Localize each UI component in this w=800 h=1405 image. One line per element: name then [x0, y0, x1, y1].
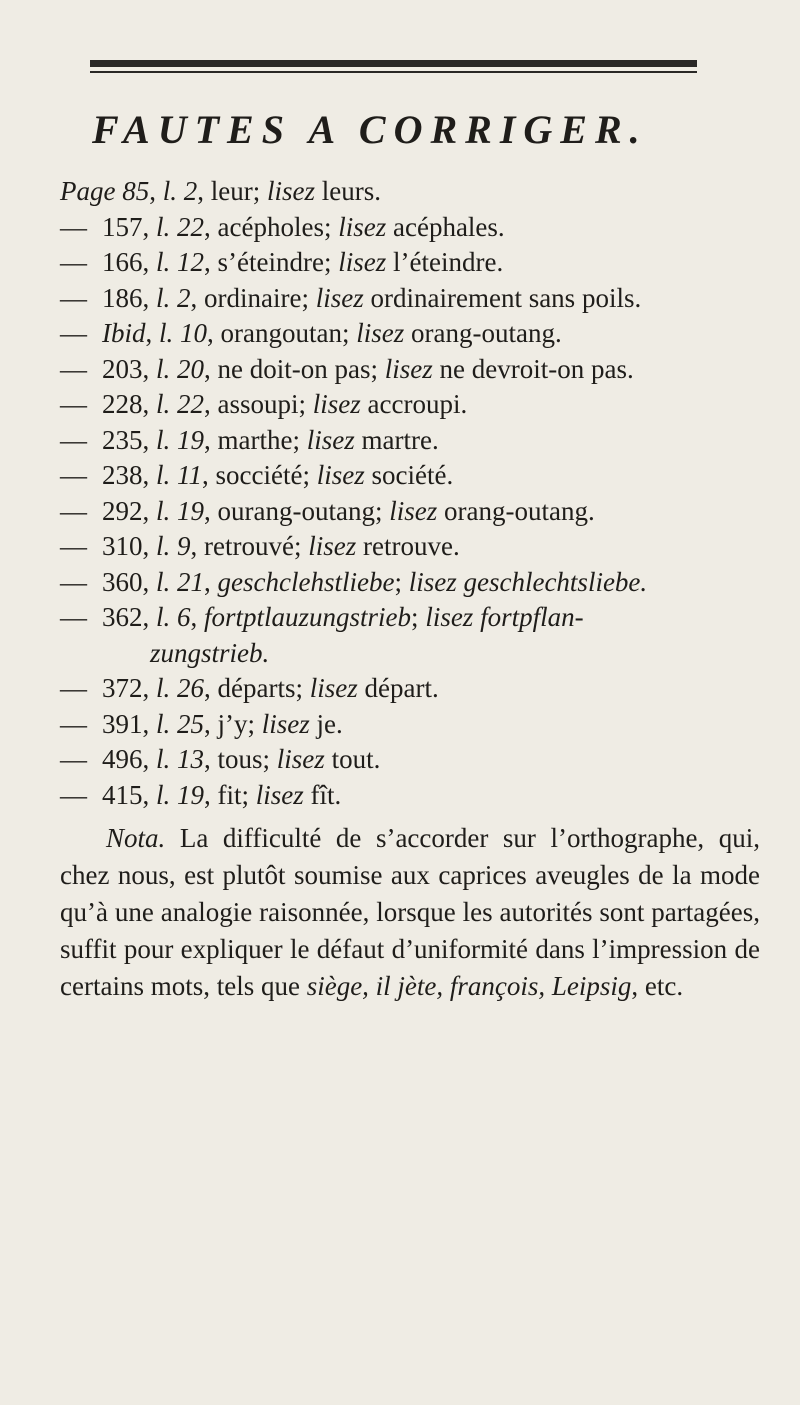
- entry-lisez: lisez: [276, 744, 325, 774]
- entry-lisez: lisez: [356, 318, 405, 348]
- entry-line: l. 2: [156, 282, 191, 313]
- errata-entry-continuation: [60, 636, 750, 672]
- errata-entry: — 235, l. 19, marthe; lisez martre.: [60, 423, 750, 459]
- entry-page: 292: [102, 495, 143, 526]
- entry-lisez: lisez: [408, 566, 457, 597]
- entry-correct: accroupi.: [367, 389, 468, 419]
- entry-line: l. 22: [156, 211, 205, 242]
- entry-dash: —: [60, 779, 87, 810]
- entry-correct: société.: [371, 460, 454, 490]
- entry-dash: —: [60, 531, 87, 561]
- entry-line: l. 19: [156, 424, 205, 455]
- entry-line: l. 26: [156, 673, 205, 703]
- entry-dash: —: [60, 424, 87, 455]
- entry-lisez: lisez: [267, 176, 316, 206]
- entry-page: 362: [102, 602, 143, 632]
- entry-wrong: tous: [217, 744, 263, 774]
- entry-page: 415: [102, 779, 143, 810]
- entry-correct: geschlechtsliebe.: [463, 566, 648, 597]
- entry-lisez: lisez: [261, 708, 310, 739]
- entry-wrong: j’y: [217, 708, 248, 739]
- entry-page: 166: [102, 247, 143, 277]
- entry-page: 203: [102, 353, 143, 384]
- entry-correct: leurs.: [321, 176, 381, 206]
- entry-lisez: lisez: [255, 779, 304, 810]
- entry-wrong: marthe: [217, 424, 293, 455]
- errata-entry: — 372, l. 26, départs; lisez départ.: [60, 671, 750, 707]
- errata-entry: — 166, l. 12, s’éteindre; lisez l’éteindre.: [60, 245, 750, 281]
- nota-text: La difficulté de s’accorder sur l’orthographe, qui, chez nous, est plutôt soumise aux caprices aveugles de la mode qu’à une analogie raisonnée, lorsque les autorités sont partagées, suffit pour expliquer le défaut d’uniformité dans l’impression de certains mots, tels que: [60, 823, 760, 1001]
- entry-page: 235: [102, 424, 143, 455]
- entry-dash: —: [60, 389, 87, 419]
- entry-wrong: fit: [217, 779, 242, 810]
- entry-dash: —: [60, 247, 87, 277]
- errata-list: [60, 174, 750, 813]
- entry-dash: —: [60, 602, 87, 632]
- nota-paragraph: [60, 820, 760, 1005]
- entry-page: Page 85: [60, 176, 150, 206]
- errata-entry: — 362, l. 6, fortptlauzungstrieb; lisez fortpflan-: [60, 600, 750, 636]
- entry-dash: —: [60, 318, 87, 348]
- entry-dash: —: [60, 211, 87, 242]
- entry-correct: départ.: [364, 673, 439, 703]
- entry-correct: orang-outang.: [411, 318, 562, 348]
- errata-entry: — 228, l. 22, assoupi; lisez accroupi.: [60, 387, 750, 423]
- entry-lisez: lisez: [384, 353, 433, 384]
- entry-correct: l’éteindre.: [393, 247, 504, 277]
- entry-lisez: lisez: [312, 389, 361, 419]
- top-rule-thin: [90, 71, 697, 73]
- entry-lisez: lisez: [338, 247, 387, 277]
- entry-dash: —: [60, 282, 87, 313]
- entry-correct: martre.: [361, 424, 439, 455]
- entry-line: l. 19: [156, 495, 205, 526]
- entry-wrong: assoupi: [217, 389, 299, 419]
- entry-page: 496: [102, 744, 143, 774]
- errata-entry: — 496, l. 13, tous; lisez tout.: [60, 742, 750, 778]
- nota-label: Nota.: [106, 823, 166, 853]
- entry-page: 228: [102, 389, 143, 419]
- entry-wrong: s’éteindre: [217, 247, 324, 277]
- entry-page: 391: [102, 708, 143, 739]
- entry-page: 157: [102, 211, 143, 242]
- errata-entry: — 238, l. 11, socciété; lisez société.: [60, 458, 750, 494]
- entry-lisez: lisez: [306, 424, 355, 455]
- entry-wrong: retrouvé: [204, 531, 294, 561]
- entry-line: l. 6: [156, 602, 191, 632]
- entry-dash: —: [60, 353, 87, 384]
- entry-dash: —: [60, 744, 87, 774]
- errata-entry: — 203, l. 20, ne doit-on pas; lisez ne devroit-on pas.: [60, 352, 750, 388]
- entry-correct: ne devroit-on pas.: [439, 353, 634, 384]
- entry-correct: tout.: [331, 744, 381, 774]
- errata-entry: — 360, l. 21, geschclehstliebe; lisez geschlechtsliebe.: [60, 565, 750, 601]
- errata-entry: — 292, l. 19, ourang-outang; lisez orang-outang.: [60, 494, 750, 530]
- errata-entry: — 391, l. 25, j’y; lisez je.: [60, 707, 750, 743]
- entry-line: l. 10: [159, 318, 208, 348]
- entry-dash: —: [60, 673, 87, 703]
- errata-entry: Page 85, l. 2, leur; lisez leurs.: [60, 176, 381, 206]
- nota-text-end: , etc.: [631, 971, 684, 1001]
- entry-correct-continuation: zungstrieb.: [150, 637, 270, 668]
- entry-wrong: ne doit-on pas: [217, 353, 371, 384]
- entry-dash: —: [60, 566, 87, 597]
- entry-page: 238: [102, 460, 143, 490]
- entry-wrong: socciété: [215, 460, 303, 490]
- entry-lisez: lisez: [315, 282, 364, 313]
- errata-entry: — 186, l. 2, ordinaire; lisez ordinairement sans poils.: [60, 281, 750, 317]
- entry-line: l. 2: [162, 176, 198, 206]
- entry-line: l. 19: [156, 779, 205, 810]
- entry-page: 186: [102, 282, 143, 313]
- entry-correct: fît.: [310, 779, 342, 810]
- entry-correct: ordinairement sans poils.: [370, 282, 642, 313]
- entry-lisez: lisez: [338, 211, 387, 242]
- entry-line: l. 25: [156, 708, 205, 739]
- entry-wrong: ordinaire: [204, 282, 302, 313]
- entry-page: 360: [102, 566, 143, 597]
- entry-correct: fortpflan-: [480, 602, 584, 632]
- entry-line: l. 22: [156, 389, 205, 419]
- entry-wrong: fortptlauzungstrieb: [204, 602, 412, 632]
- entry-lisez: lisez: [309, 673, 358, 703]
- entry-wrong: orangoutan: [220, 318, 342, 348]
- entry-line: l. 13: [156, 744, 205, 774]
- entry-line: l. 20: [156, 353, 205, 384]
- entry-line: l. 12: [156, 247, 205, 277]
- entry-page: 310: [102, 531, 143, 561]
- entry-wrong: leur: [210, 176, 253, 206]
- entry-lisez: lisez: [316, 460, 365, 490]
- entry-wrong: ourang-outang: [217, 495, 375, 526]
- entry-dash: —: [60, 495, 87, 526]
- entry-lisez: lisez: [425, 602, 474, 632]
- entry-correct: acéphales.: [393, 211, 505, 242]
- entry-dash: —: [60, 708, 87, 739]
- errata-entry: — 415, l. 19, fit; lisez fît.: [60, 778, 750, 814]
- entry-lisez: lisez: [308, 531, 357, 561]
- top-rule-thick: [90, 60, 697, 67]
- entry-page: Ibid: [102, 318, 146, 348]
- entry-wrong: acépholes: [217, 211, 324, 242]
- entry-line: l. 11: [156, 460, 202, 490]
- entry-page: 372: [102, 673, 143, 703]
- entry-line: l. 21: [156, 566, 205, 597]
- nota-examples: siège, il jète, françois, Leipsig: [306, 971, 632, 1001]
- entry-line: l. 9: [156, 531, 191, 561]
- entry-wrong: départs: [217, 673, 296, 703]
- entry-lisez: lisez: [389, 495, 438, 526]
- entry-correct: retrouve.: [363, 531, 460, 561]
- entry-wrong: geschclehstliebe: [217, 566, 395, 597]
- entry-correct: orang-outang.: [444, 495, 595, 526]
- entry-dash: —: [60, 460, 87, 490]
- entry-correct: je.: [316, 708, 343, 739]
- page-title: FAUTES A CORRIGER.: [92, 107, 648, 152]
- errata-entry: — Ibid, l. 10, orangoutan; lisez orang-outang.: [60, 316, 750, 352]
- errata-entry: — 310, l. 9, retrouvé; lisez retrouve.: [60, 529, 750, 565]
- errata-entry: — 157, l. 22, acépholes; lisez acéphales.: [60, 210, 750, 246]
